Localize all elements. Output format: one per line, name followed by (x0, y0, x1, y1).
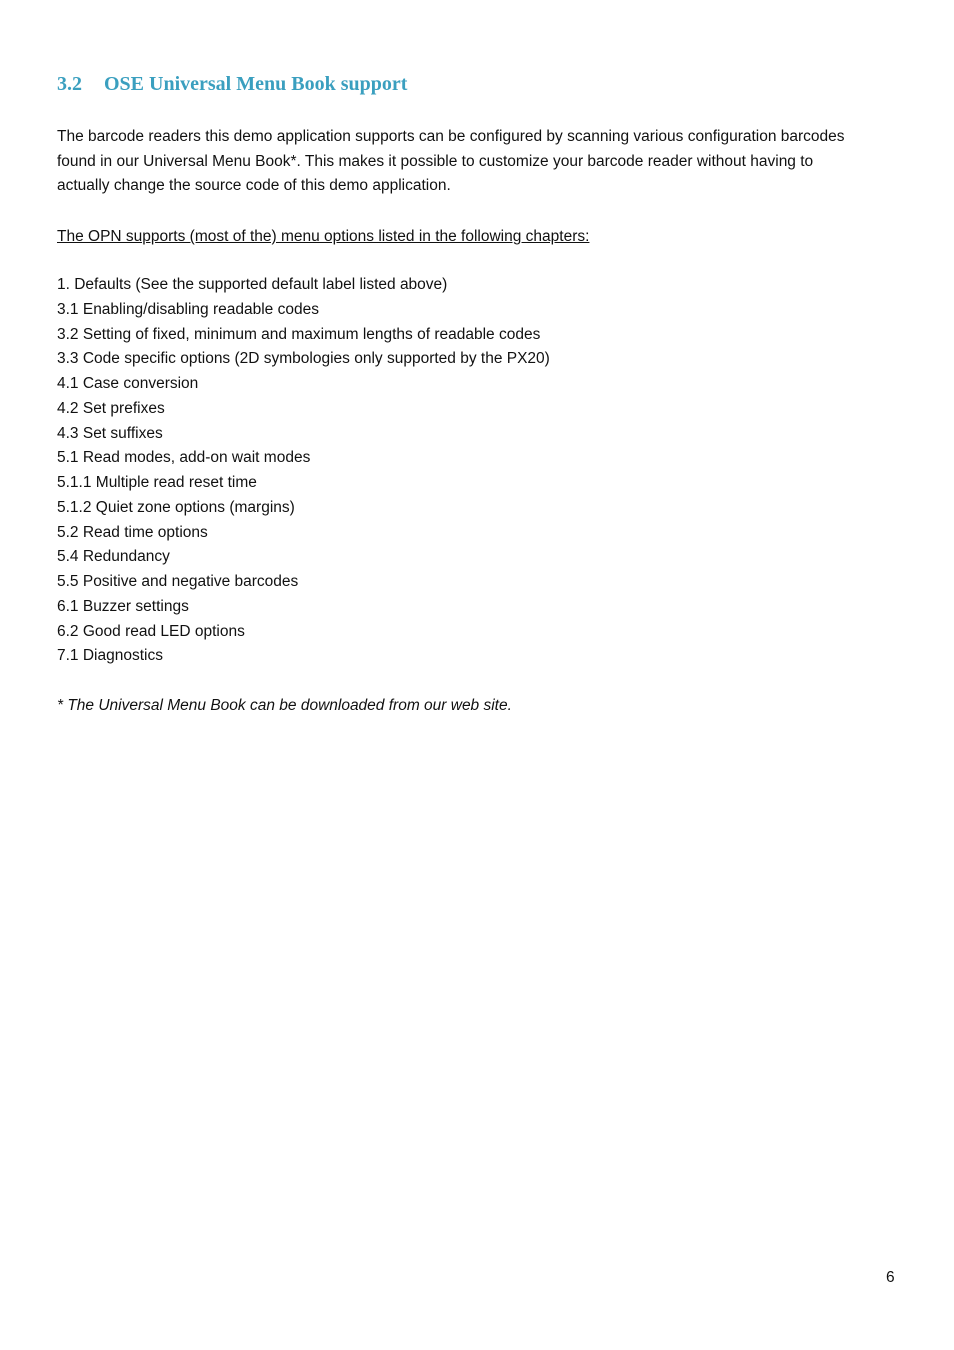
list-item: 5.1.1 Multiple read reset time (57, 474, 257, 491)
list-item: 3.1 Enabling/disabling readable codes (57, 300, 319, 318)
list-item: 5.1.2 Quiet zone options (margins) (57, 498, 295, 516)
intro-line: found in our Universal Menu Book*. This makes it possible to customize your barcode reader without having to (57, 152, 814, 170)
list-item: 3.3 Code specific options (2D symbologies only supported by the PX20) (57, 350, 550, 368)
list-item: 4.2 Set prefixes (57, 399, 165, 417)
list-item: 5.5 Positive and negative barcodes (57, 573, 299, 590)
chapter-list-title: The OPN supports (most of the) menu options listed in the following chapters: (57, 228, 590, 245)
list-item: 1. Defaults (See the supported default label listed above) (57, 276, 448, 293)
list-item: 4.3 Set suffixes (57, 424, 163, 442)
list-item: 5.4 Redundancy (57, 548, 170, 566)
page-number: 6 (886, 1269, 895, 1286)
list-item: 6.2 Good read LED options (57, 622, 245, 640)
list-item: 6.1 Buzzer settings (57, 597, 189, 615)
section-number: 3.2 (57, 73, 82, 95)
intro-line: The barcode readers this demo application supports can be configured by scanning various configuration barcodes (57, 128, 845, 145)
footnote: * The Universal Menu Book can be downloaded from our web site. (57, 697, 512, 714)
list-item: 7.1 Diagnostics (57, 647, 163, 665)
list-item: 4.1 Case conversion (57, 375, 199, 392)
chapter-list (57, 273, 550, 669)
list-item: 5.1 Read modes, add-on wait modes (57, 449, 311, 467)
section-title: OSE Universal Menu Book support (104, 73, 408, 95)
list-item: 5.2 Read time options (57, 523, 208, 541)
intro-paragraph (57, 125, 897, 199)
intro-line: actually change the source code of this demo application. (57, 177, 451, 195)
section-heading (57, 73, 407, 96)
list-item: 3.2 Setting of fixed, minimum and maximum lengths of readable codes (57, 325, 541, 343)
